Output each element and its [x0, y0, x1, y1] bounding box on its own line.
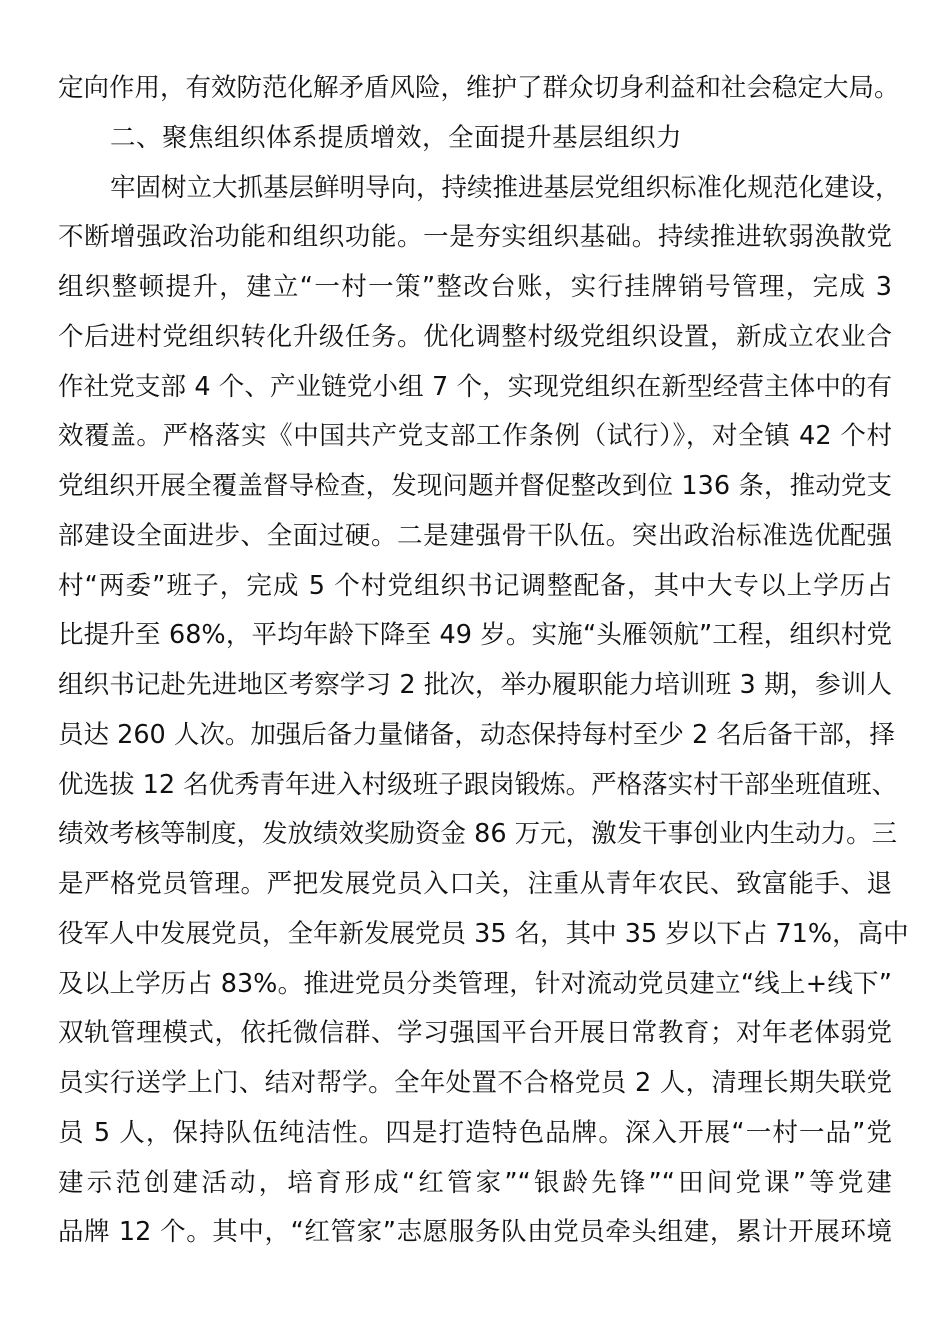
paragraph-line: 比提升至 68%，平均年龄下降至 49 岁。实施“头雁领航”工程，组织村党 — [58, 620, 892, 651]
paragraph-line: 双轨管理模式，依托微信群、学习强国平台开展日常教育；对年老体弱党 — [58, 1018, 892, 1049]
paragraph-line: 及以上学历占 83%。推进党员分类管理，针对流动党员建立“线上+线下” — [58, 968, 892, 999]
paragraph-line: 员 5 人，保持队伍纯洁性。四是打造特色品牌。深入开展“一村一品”党 — [58, 1117, 892, 1148]
section-heading: 二、聚焦组织体系提质增效，全面提升基层组织力 — [110, 122, 683, 153]
paragraph-line: 组织书记赴先进地区考察学习 2 批次，举办履职能力培训班 3 期，参训人 — [58, 670, 892, 700]
paragraph-line: 部建设全面进步、全面过硬。二是建强骨干队伍。突出政治标准选优配强 — [58, 520, 892, 551]
paragraph-line: 不断增强政治功能和组织功能。一是夯实组织基础。持续推进软弱涣散党 — [58, 222, 892, 253]
paragraph-line: 员实行送学上门、结对帮学。全年处置不合格党员 2 人，清理长期失联党 — [58, 1068, 892, 1098]
paragraph-line: 效覆盖。严格落实《中国共产党支部工作条例（试行）》，对全镇 42 个村 — [58, 421, 892, 452]
paragraph-line: 是严格党员管理。严把发展党员入口关，注重从青年农民、致富能手、退 — [58, 869, 892, 899]
paragraph-line: 组织整顿提升，建立“一村一策”整改台账，实行挂牌销号管理，完成 3 — [58, 272, 892, 302]
paragraph-line: 牢固树立大抓基层鲜明导向，持续推进基层党组织标准化规范化建设， — [110, 172, 901, 203]
document-page — [58, 64, 909, 1258]
paragraph-line: 建示范创建活动，培育形成“红管家”“银龄先锋”“田间党课”等党建 — [58, 1167, 892, 1198]
paragraph-line: 优选拔 12 名优秀青年进入村级班子跟岗锻炼。严格落实村干部坐班值班、 — [58, 769, 898, 800]
paragraph-line: 绩效考核等制度，发放绩效奖励资金 86 万元，激发干事创业内生动力。三 — [58, 819, 898, 850]
paragraph-line: 村“两委”班子，完成 5 个村党组织书记调整配备，其中大专以上学历占 — [58, 570, 892, 601]
paragraph-line: 党组织开展全覆盖督导检查，发现问题并督促整改到位 136 条，推动党支 — [58, 471, 892, 501]
paragraph-line: 个后进村党组织转化升级任务。优化调整村级党组织设置，新成立农业合 — [58, 321, 892, 352]
paragraph-line: 品牌 12 个。其中，“红管家”志愿服务队由党员牵头组建，累计开展环境 — [58, 1217, 892, 1248]
paragraph-line: 作社党支部 4 个、产业链党小组 7 个，实现党组织在新型经营主体中的有 — [58, 371, 892, 402]
paragraph-line: 员达 260 人次。加强后备力量储备，动态保持每村至少 2 名后备干部，择 — [58, 719, 895, 750]
paragraph-line: 定向作用，有效防范化解矛盾风险，维护了群众切身利益和社会稳定大局。 — [58, 73, 900, 103]
paragraph-line: 役军人中发展党员，全年新发展党员 35 名，其中 35 岁以下占 71%，高中 — [58, 918, 909, 949]
